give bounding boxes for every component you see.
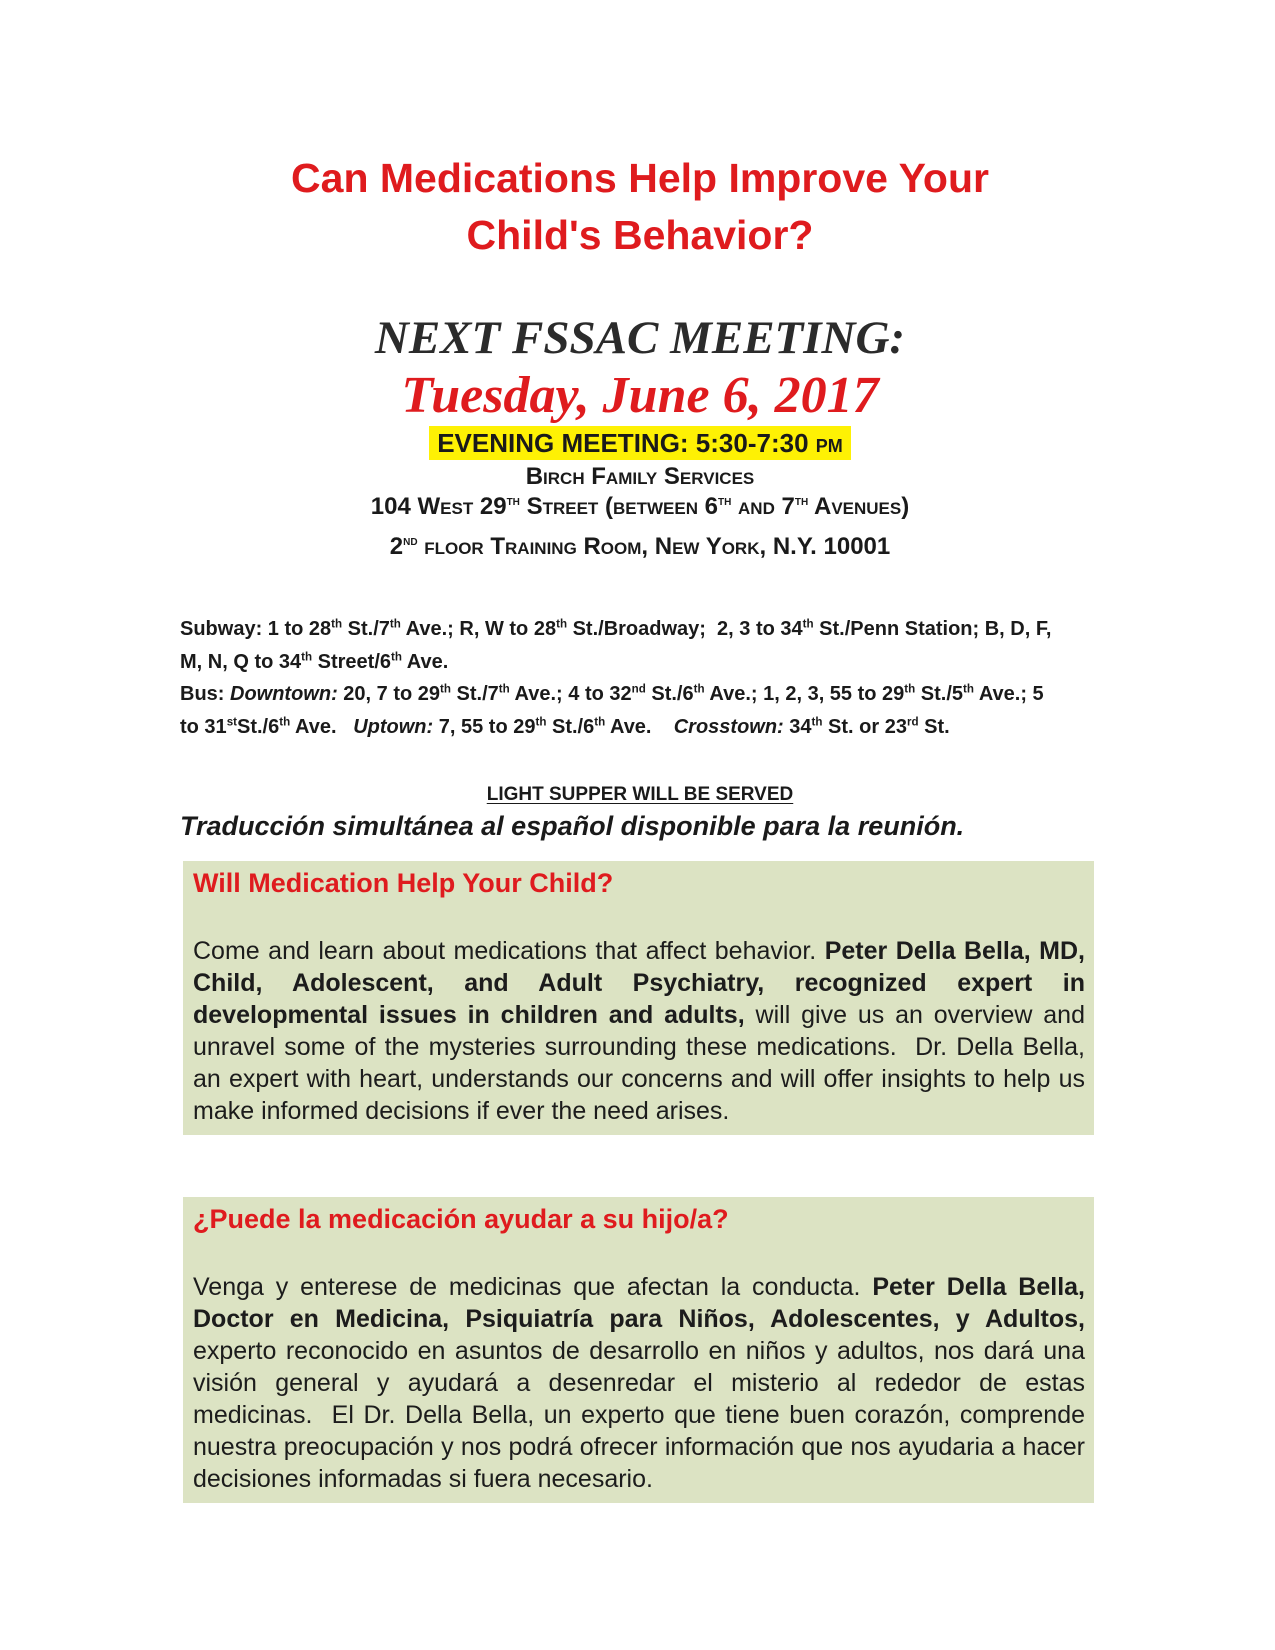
meeting-heading: NEXT FSSAC MEETING: xyxy=(374,312,906,364)
venue-address: 104 West 29th Street (between 6th and 7th Avenues) xyxy=(370,492,910,520)
english-section-heading: Will Medication Help Your Child? xyxy=(193,868,614,898)
supper-note: LIGHT SUPPER WILL BE SERVED xyxy=(486,784,794,805)
venue-name: Birch Family Services xyxy=(525,463,755,490)
spanish-section-paragraph: Venga y enterese de medicinas que afectan la conducta. Peter Della Bella, Doctor en Medicina, Psiquiatría para Niños, Adolescentes, y Adultos, experto reconocido en asuntos de desarrollo en niños y adultos, nos dará una visión general y ayudará a desenredar el misterio al rededor de estas medicinas. El Dr. Della Bella, un experto que tiene buen corazón, comprende nuestra preocupación y nos podrá ofrecer información que nos ayudaria a hacer decisiones informadas si fuera necesario. xyxy=(193,1273,1086,1493)
english-section-paragraph: Come and learn about medications that affect behavior. Peter Della Bella, MD, Child, Adolescent, and Adult Psychiatry, recognized expert in developmental issues in children and adults, will give us an overview and unravel some of the mysteries surrounding these medications. Dr. Della Bella, an expert with heart, understands our concerns and will offer insights to help us make informed decisions if ever the need arises. xyxy=(193,937,1085,1125)
translation-note: Traducción simultánea al español disponible para la reunión. xyxy=(180,811,965,841)
venue-floor: 2nd floor Training Room, New York, N.Y. 10001 xyxy=(389,532,891,560)
transit-directions xyxy=(180,613,1065,743)
spanish-section xyxy=(183,1197,1094,1503)
page-title-line2: Child's Behavior? xyxy=(466,212,814,258)
page-title-line1: Can Medications Help Improve Your xyxy=(291,155,989,201)
meeting-time-highlight: EVENING MEETING: 5:30-7:30 pm xyxy=(429,426,851,460)
english-section xyxy=(183,861,1094,1135)
meeting-time-row xyxy=(185,426,1095,460)
supper-note-row xyxy=(185,782,1095,808)
subway-directions: Subway: 1 to 28th St./7th Ave.; R, W to 28th St./Broadway; 2, 3 to 34th St./Penn Station; B, D, F, M, N, Q to 34th Street/6th Ave. xyxy=(180,617,1052,673)
spanish-section-heading: ¿Puede la medicación ayudar a su hijo/a? xyxy=(193,1204,729,1234)
meeting-date: Tuesday, June 6, 2017 xyxy=(401,367,879,424)
page-title xyxy=(185,150,1095,264)
bus-directions: Bus: Downtown: 20, 7 to 29th St./7th Ave.; 4 to 32nd St./6th Ave.; 1, 2, 3, 55 to 29th St./5th Ave.; 5 to 31stSt./6th Ave. Uptown: 7, 55 to 29th St./6th Ave. Crosstown: 34th St. or 23rd St. xyxy=(180,682,1044,738)
